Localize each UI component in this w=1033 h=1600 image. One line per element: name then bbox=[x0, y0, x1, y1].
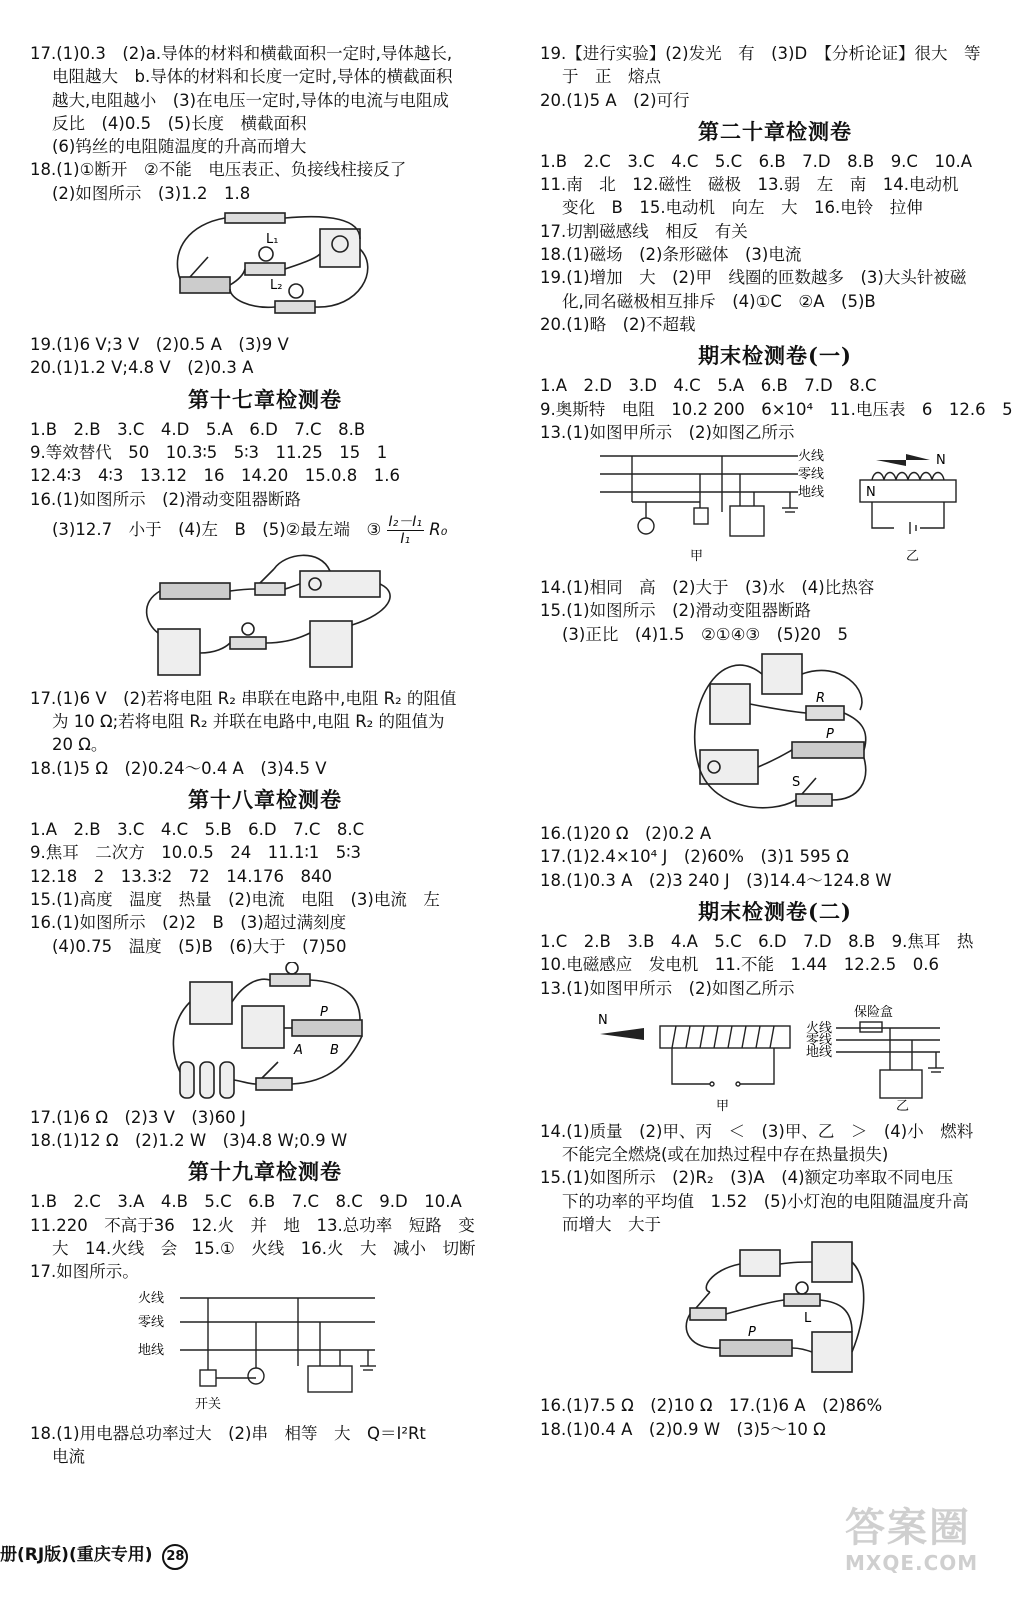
final-exam-1-title: 期末检测卷(一) bbox=[698, 343, 852, 369]
answer-line: (2)如图所示 (3)1.2 1.8 bbox=[52, 183, 251, 203]
answer-line: 变化 B 15.电动机 向左 大 16.电铃 拉伸 bbox=[562, 198, 923, 218]
answer-line: 18.(1)0.3 A (2)3 240 J (3)14.4～124.8 W bbox=[540, 870, 892, 890]
answer-line: 化,同名磁极相互排斥 (4)①C ②A (5)B bbox=[562, 291, 876, 311]
answer-line: 17.(1)6 Ω (2)3 V (3)60 J bbox=[30, 1107, 246, 1127]
wire-label-neutral: 零线 bbox=[806, 1032, 833, 1048]
answer-line: 电阻越大 b.导体的材料和长度一定时,导体的横截面积 bbox=[52, 67, 453, 87]
answer-line: 1.B 2.C 3.A 4.B 5.C 6.B 7.C 8.C 9.D 10.A bbox=[30, 1192, 462, 1212]
answer-line: 11.220 不高于36 12.火 并 地 13.总功率 短路 变 bbox=[30, 1215, 475, 1235]
wire-label-live: 火线 bbox=[798, 449, 825, 465]
answer-line: 1.A 2.D 3.D 4.C 5.A 6.B 7.D 8.C bbox=[540, 376, 877, 396]
watermark-url: MXQE.COM bbox=[845, 1551, 979, 1575]
circuit-figure-15-final1 bbox=[540, 650, 1010, 818]
figure-13-final1 bbox=[540, 448, 1010, 572]
chapter-17-title: 第十七章检测卷 bbox=[188, 386, 342, 412]
answer-line: 10.电磁感应 发电机 11.不能 1.44 12.2.5 0.6 bbox=[540, 955, 939, 975]
answer-line: 不能完全燃烧(或在加热过程中存在热量损失) bbox=[562, 1145, 889, 1165]
formula-line bbox=[30, 511, 500, 549]
answer-line: 而增大 大于 bbox=[562, 1215, 661, 1235]
answer-line: 20.(1)略 (2)不超载 bbox=[540, 314, 696, 334]
answer-line: 大 14.火线 会 15.① 火线 16.火 大 减小 切断 bbox=[52, 1239, 476, 1259]
circuit-figure-15-final2 bbox=[540, 1240, 1010, 1390]
answer-line: 17.如图所示。 bbox=[30, 1262, 139, 1282]
final-exam-2-title: 期末检测卷(二) bbox=[698, 898, 852, 924]
circuit-figure-18 bbox=[30, 209, 500, 329]
chapter-18-title: 第十八章检测卷 bbox=[188, 787, 342, 813]
answer-line: 14.(1)相同 高 (2)大于 (3)水 (4)比热容 bbox=[540, 578, 875, 598]
wire-label-live: 火线 bbox=[806, 1020, 833, 1036]
figure-13-final2 bbox=[540, 1004, 1010, 1116]
chapter-19-title: 第十九章检测卷 bbox=[188, 1159, 342, 1185]
answer-line: 9.焦耳 二次方 10.0.5 24 11.1∶1 5∶3 bbox=[30, 843, 362, 863]
answer-line: 为 10 Ω;若将电阻 R₂ 并联在电路中,电阻 R₂ 的阻值为 bbox=[52, 712, 445, 732]
answer-line: 18.(1)12 Ω (2)1.2 W (3)4.8 W;0.9 W bbox=[30, 1131, 348, 1151]
watermark bbox=[845, 1505, 1005, 1590]
lamp-label-l: L bbox=[804, 1311, 812, 1327]
watermark-logo: 答案圈 bbox=[845, 1504, 971, 1551]
answer-line: 反比 (4)0.5 (5)长度 横截面积 bbox=[52, 113, 307, 133]
answer-line: (6)钨丝的电阻随温度的升高而增大 bbox=[52, 137, 307, 157]
answer-line: 18.(1)5 Ω (2)0.24～0.4 A (3)4.5 V bbox=[30, 758, 327, 778]
formula-prefix: (3)12.7 小于 (4)左 B (5)②最左端 ③ bbox=[52, 519, 382, 539]
right-column bbox=[540, 42, 1013, 1441]
answer-line: 越大,电阻越小 (3)在电压一定时,导体的电流与电阻成 bbox=[52, 90, 449, 110]
switch-label-s: S bbox=[792, 775, 801, 791]
figure-caption-jia: 甲 bbox=[716, 1098, 730, 1114]
formula-suffix: R₀ bbox=[429, 519, 448, 539]
slider-label-p: P bbox=[826, 727, 834, 743]
lamp-label-l2: L₂ bbox=[270, 278, 283, 294]
answer-line: 下的功率的平均值 1.52 (5)小灯泡的电阻随温度升高 bbox=[562, 1191, 969, 1211]
fuse-box-label: 保险盒 bbox=[854, 1004, 894, 1020]
terminal-label-b: B bbox=[330, 1042, 339, 1058]
answer-line: 16.(1)7.5 Ω (2)10 Ω 17.(1)6 A (2)86% bbox=[540, 1396, 883, 1416]
circuit-figure-17 bbox=[30, 553, 500, 683]
answer-line: 9.奥斯特 电阻 10.2 200 6×10⁴ 11.电压表 6 12.6 5 bbox=[540, 399, 1013, 419]
answer-line: 18.(1)①断开 ②不能 电压表正、负接线柱接反了 bbox=[30, 160, 407, 180]
answer-line: 18.(1)用电器总功率过大 (2)串 相等 大 Q＝I²Rt bbox=[30, 1423, 426, 1443]
answer-line: 16.(1)20 Ω (2)0.2 A bbox=[540, 824, 712, 844]
answer-line: 1.B 2.C 3.C 4.C 5.C 6.B 7.D 8.B 9.C 10.A bbox=[540, 151, 972, 171]
answer-line: 17.切割磁感线 相反 有关 bbox=[540, 221, 748, 241]
circuit-figure-18b bbox=[30, 962, 500, 1102]
answer-line: 于 正 熔点 bbox=[562, 67, 661, 87]
compass-label-n: N bbox=[936, 453, 946, 469]
formula-denominator: I₁ bbox=[400, 530, 411, 547]
answer-line: 19.【进行实验】(2)发光 有 (3)D 【分析论证】很大 等 bbox=[540, 44, 981, 63]
answer-line: (3)正比 (4)1.5 ②①④③ (5)20 5 bbox=[562, 624, 849, 644]
answer-line: 20 Ω。 bbox=[52, 735, 108, 755]
answer-line: 13.(1)如图甲所示 (2)如图乙所示 bbox=[540, 978, 795, 998]
answer-line: 19.(1)增加 大 (2)甲 线圈的匝数越多 (3)大头针被磁 bbox=[540, 268, 967, 288]
answer-line: 16.(1)如图所示 (2)2 B (3)超过满刻度 bbox=[30, 913, 347, 933]
formula-fraction bbox=[387, 514, 424, 547]
figure-caption-yi: 乙 bbox=[906, 549, 920, 565]
left-column bbox=[30, 42, 500, 1468]
wire-label-ground: 地线 bbox=[798, 485, 825, 501]
answer-line: 18.(1)0.4 A (2)0.9 W (3)5～10 Ω bbox=[540, 1419, 826, 1439]
answer-line: 17.(1)2.4×10⁴ J (2)60% (3)1 595 Ω bbox=[540, 847, 849, 867]
wire-label-neutral: 零线 bbox=[798, 467, 825, 483]
answer-line: 9.等效替代 50 10.3∶5 5∶3 11.25 15 1 bbox=[30, 442, 388, 462]
wire-label-live: 火线 bbox=[138, 1290, 165, 1306]
answer-line: 15.(1)高度 温度 热量 (2)电流 电阻 (3)电流 左 bbox=[30, 889, 440, 909]
page-number: 28 bbox=[162, 1544, 188, 1570]
answer-line: 19.(1)6 V;3 V (2)0.5 A (3)9 V bbox=[30, 335, 289, 355]
answer-line: 11.南 北 12.磁性 磁极 13.弱 左 南 14.电动机 bbox=[540, 175, 959, 195]
answer-line: 电流 bbox=[52, 1446, 85, 1466]
answer-line: 15.(1)如图所示 (2)滑动变阻器断路 bbox=[540, 601, 811, 621]
switch-label: 开关 bbox=[195, 1396, 222, 1412]
chapter-20-title: 第二十章检测卷 bbox=[698, 118, 852, 144]
figure-caption-yi: 乙 bbox=[896, 1098, 910, 1114]
compass-label-n: N bbox=[598, 1012, 608, 1028]
answer-line: 12.18 2 13.3∶2 72 14.176 840 bbox=[30, 866, 332, 886]
answer-line: 1.A 2.B 3.C 4.C 5.B 6.D 7.C 8.C bbox=[30, 820, 365, 840]
figure-caption-jia: 甲 bbox=[690, 549, 704, 565]
answer-line: 1.C 2.B 3.B 4.A 5.C 6.D 7.D 8.B 9.焦耳 热 bbox=[540, 931, 974, 951]
answer-line: 17.(1)0.3 (2)a.导体的材料和横截面积一定时,导体越长, bbox=[30, 44, 453, 63]
lamp-label-l1: L₁ bbox=[266, 232, 279, 248]
answer-line: 18.(1)磁场 (2)条形磁体 (3)电流 bbox=[540, 245, 802, 265]
answer-line: 17.(1)6 V (2)若将电阻 R₂ 串联在电路中,电阻 R₂ 的阻值 bbox=[30, 688, 457, 708]
slider-label-p: P bbox=[320, 1004, 328, 1020]
wire-label-neutral: 零线 bbox=[138, 1314, 165, 1330]
answer-line: 20.(1)5 A (2)可行 bbox=[540, 90, 690, 110]
answer-line: 16.(1)如图所示 (2)滑动变阻器断路 bbox=[30, 489, 301, 509]
answer-line: (4)0.75 温度 (5)B (6)大于 (7)50 bbox=[52, 936, 347, 956]
resistor-label-r: R bbox=[816, 691, 826, 707]
answer-line: 1.B 2.B 3.C 4.D 5.A 6.D 7.C 8.B bbox=[30, 419, 366, 439]
answer-line: 13.(1)如图甲所示 (2)如图乙所示 bbox=[540, 422, 795, 442]
answer-line: 15.(1)如图所示 (2)R₂ (3)A (4)额定功率取不同电压 bbox=[540, 1168, 954, 1188]
wire-label-ground: 地线 bbox=[806, 1044, 833, 1060]
pole-label-n: N bbox=[866, 485, 876, 501]
wiring-figure-19 bbox=[30, 1288, 500, 1418]
slider-label-p: P bbox=[748, 1325, 756, 1341]
answer-line: 14.(1)质量 (2)甲、丙 ＜ (3)甲、乙 ＞ (4)小 燃料 bbox=[540, 1121, 974, 1141]
terminal-label-a: A bbox=[294, 1042, 303, 1058]
page-footer bbox=[0, 1540, 188, 1570]
footer-edition: 册(RJ版)(重庆专用) bbox=[0, 1545, 153, 1565]
wire-label-ground: 地线 bbox=[138, 1342, 165, 1358]
answer-line: 12.4∶3 4∶3 13.12 16 14.20 15.0.8 1.6 bbox=[30, 466, 401, 486]
formula-numerator: I₂－I₁ bbox=[388, 513, 422, 530]
answer-line: 20.(1)1.2 V;4.8 V (2)0.3 A bbox=[30, 358, 254, 378]
